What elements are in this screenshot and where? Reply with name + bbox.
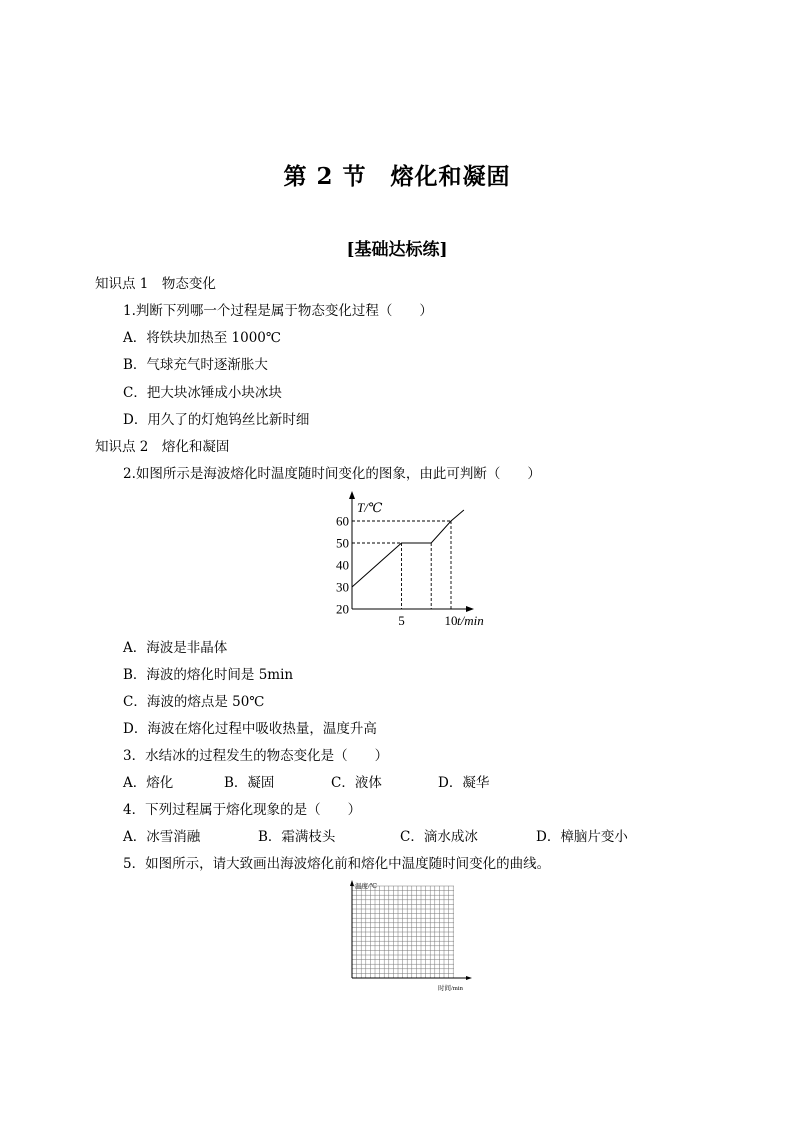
question-1-option-a: A．将铁块加热至 1000℃ xyxy=(123,330,281,346)
question-2-option-b: B．海波的熔化时间是 5min xyxy=(123,667,294,683)
graph-x-arrow xyxy=(466,606,474,612)
question-3-option-b: B．凝固 xyxy=(224,775,275,791)
question-4-option-d: D．樟脑片变小 xyxy=(536,829,628,845)
question-3-option-d: D．凝华 xyxy=(438,775,490,791)
question-2-option-a: A．海波是非晶体 xyxy=(123,640,228,656)
question-4-option-a: A．冰雪消融 xyxy=(123,829,201,845)
graph-y-arrow xyxy=(349,491,355,499)
question-3-stem: 3．水结冰的过程发生的物态变化是（ ） xyxy=(123,748,389,764)
y-tick-label: 50 xyxy=(336,535,349,551)
question-4-stem: 4．下列过程属于熔化现象的是（ ） xyxy=(123,802,362,818)
knowledge-point-1: 知识点 1 物态变化 xyxy=(95,276,216,292)
melting-graph xyxy=(320,488,500,633)
y-tick-label: 60 xyxy=(336,513,349,529)
grid-x-arrow xyxy=(466,976,472,980)
x-tick-label: 10 xyxy=(444,613,458,628)
question-2-option-c: C．海波的熔点是 50℃ xyxy=(123,694,265,710)
question-2-stem: 2.如图所示是海波熔化时温度随时间变化的图象，由此可判断（ ） xyxy=(123,466,541,482)
page-title: 第 2 节 熔化和凝固 xyxy=(283,163,511,190)
question-1-option-c: C．把大块冰锤成小块冰块 xyxy=(123,385,282,401)
grid-y-arrow xyxy=(350,880,354,886)
grid-x-label: 时间/min xyxy=(438,985,463,992)
y-tick-label: 30 xyxy=(336,579,349,595)
melting-curve xyxy=(352,510,464,587)
question-4-option-c: C．滴水成冰 xyxy=(400,829,478,845)
blank-grid-graph xyxy=(340,878,480,998)
x-tick-label: 5 xyxy=(398,613,405,628)
question-1-option-b: B．气球充气时逐渐胀大 xyxy=(123,357,268,373)
question-1-stem: 1.判断下列哪一个过程是属于物态变化过程（ ） xyxy=(123,303,433,319)
question-4-option-b: B．霜满枝头 xyxy=(258,829,336,845)
question-5-stem: 5．如图所示，请大致画出海波熔化前和熔化中温度随时间变化的曲线。 xyxy=(123,856,551,872)
graph-y-label: T/℃ xyxy=(357,500,383,515)
graph-x-label: t/min xyxy=(457,613,484,628)
y-tick-label: 40 xyxy=(336,557,349,573)
question-3-option-c: C．液体 xyxy=(331,775,382,791)
y-tick-label: 20 xyxy=(336,601,349,617)
knowledge-point-2: 知识点 2 熔化和凝固 xyxy=(95,439,230,455)
question-1-option-d: D．用久了的灯炮钨丝比新时细 xyxy=(123,412,310,428)
grid-y-label: 温度/℃ xyxy=(355,883,378,890)
section-subtitle: [基础达标练] xyxy=(346,240,448,260)
question-3-option-a: A．熔化 xyxy=(123,775,174,791)
question-2-option-d: D．海波在熔化过程中吸收热量，温度升高 xyxy=(123,721,377,737)
